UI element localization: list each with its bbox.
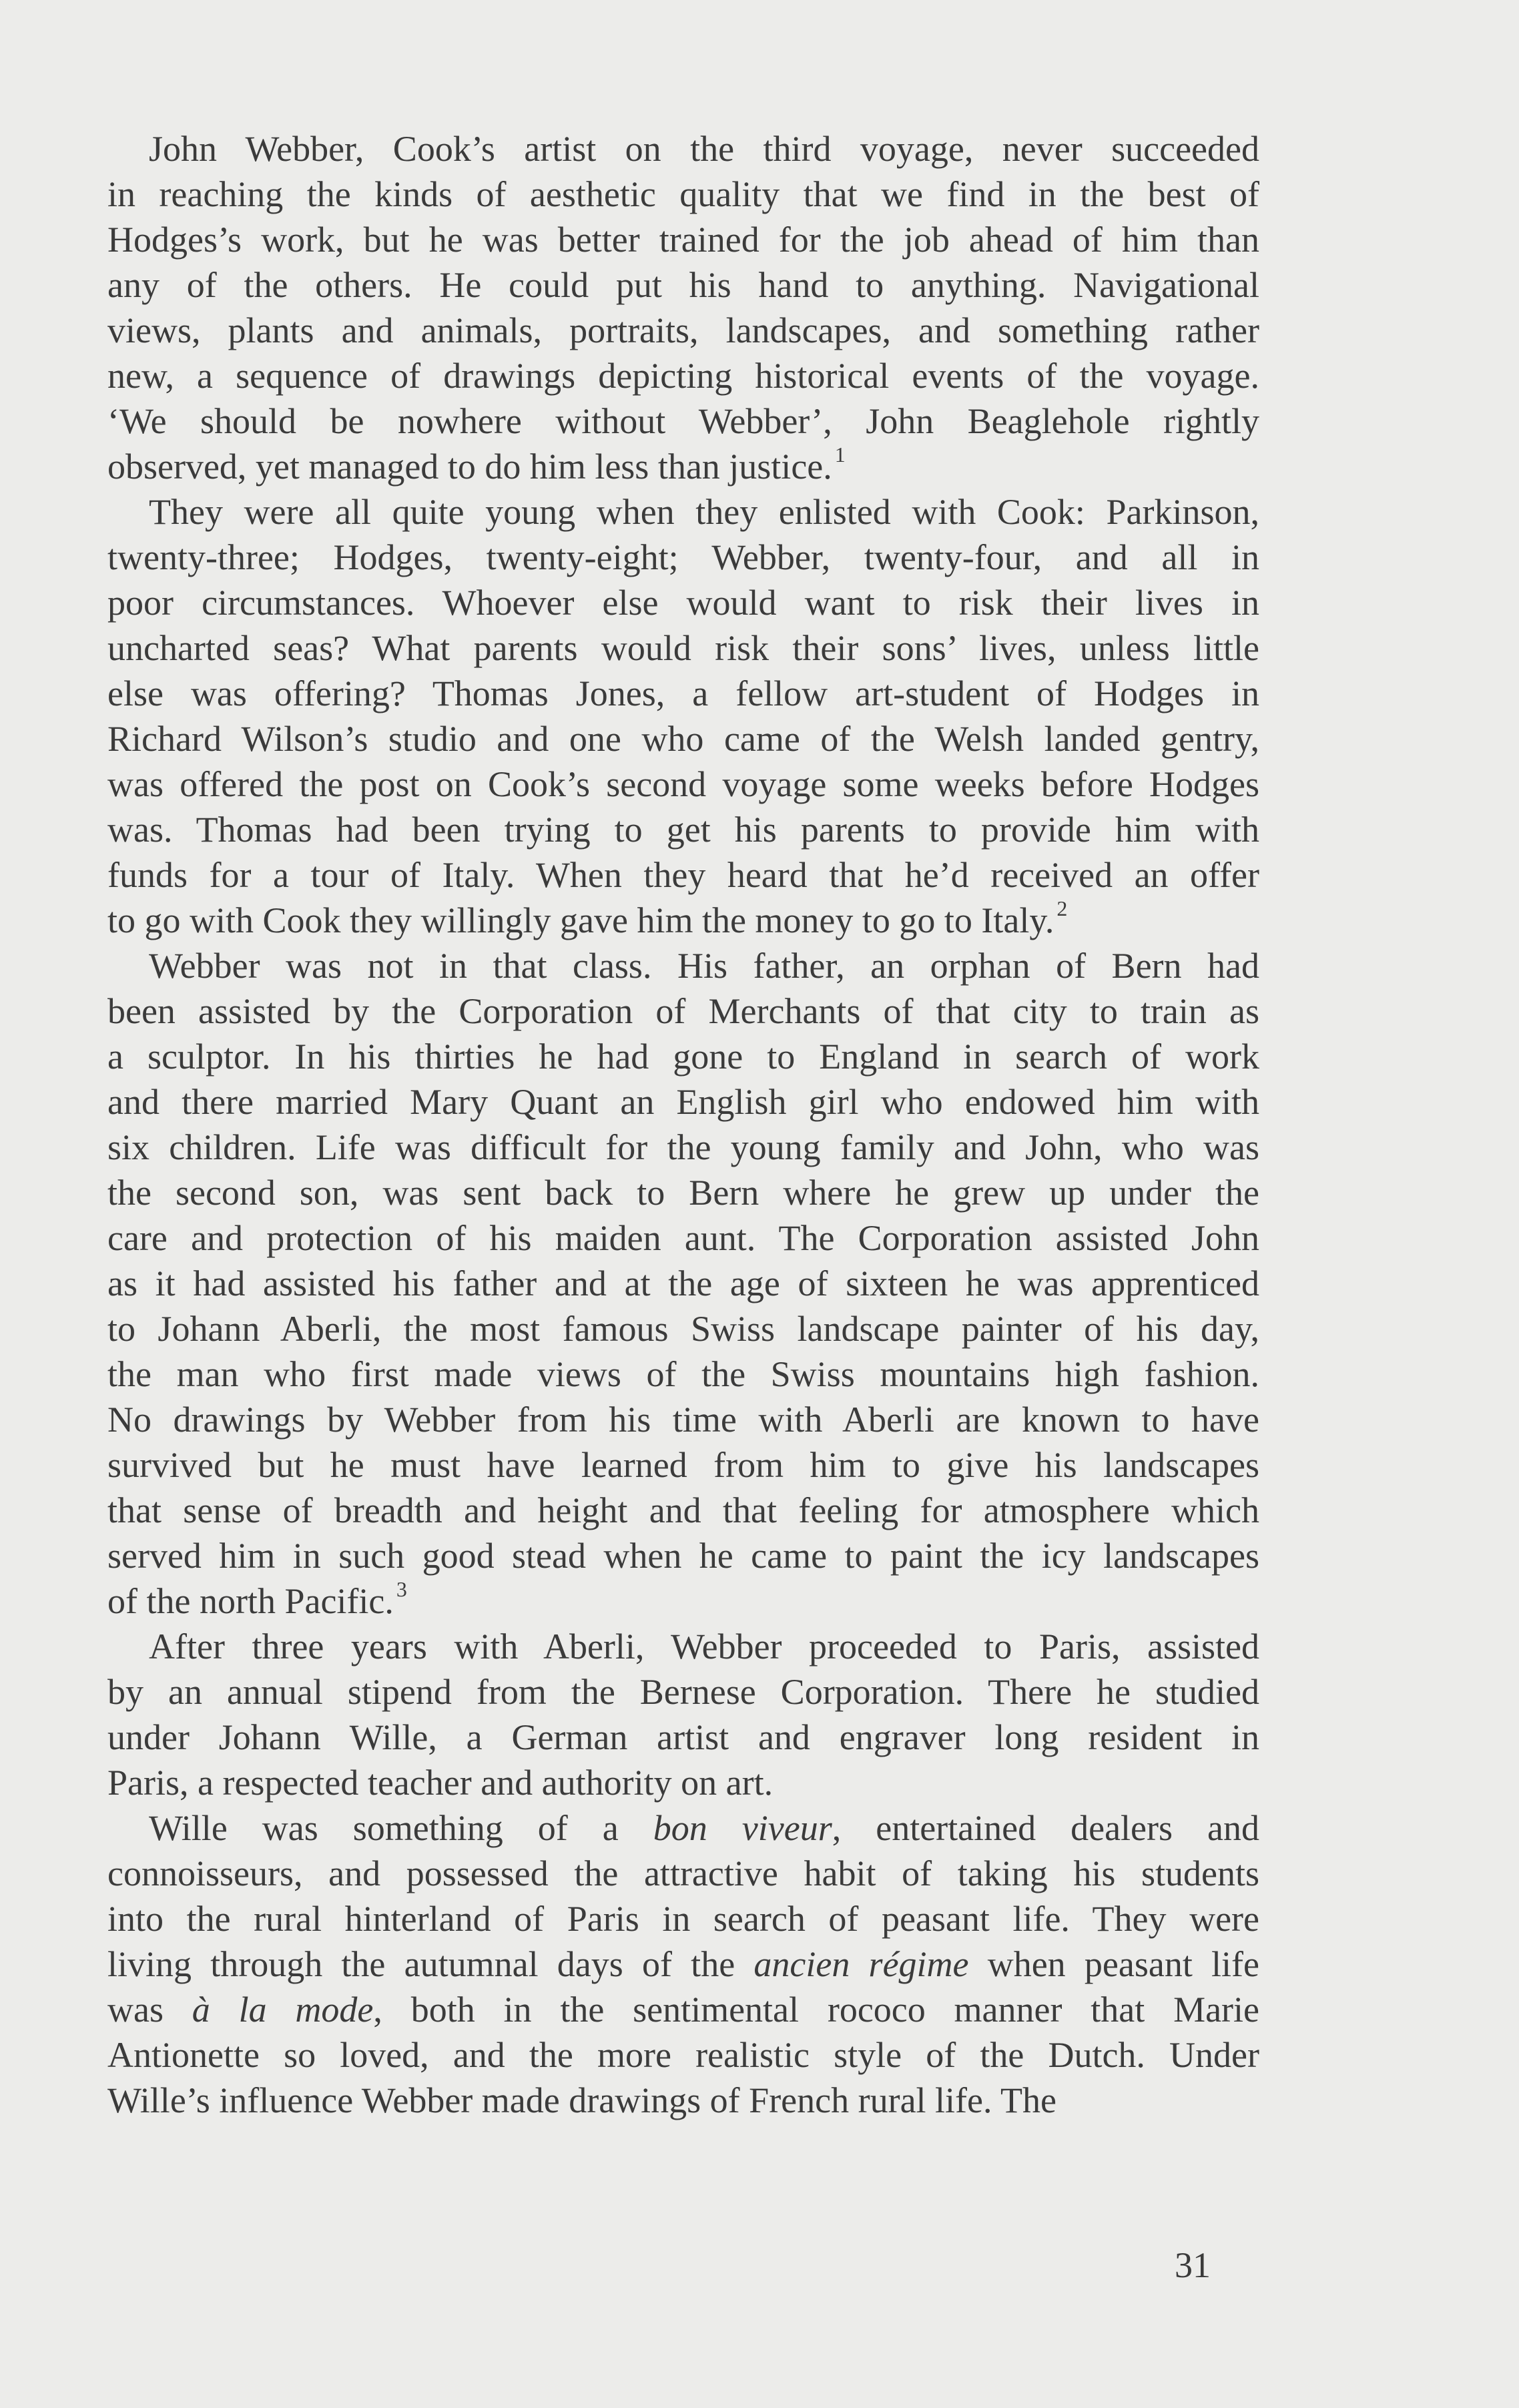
text-run: and there married Mary Quant an English girl who endowed him with <box>107 1082 1259 1122</box>
text-line <box>107 1715 1259 1760</box>
text-run: else was offering? Thomas Jones, a fellow art-student of Hodges in <box>107 673 1259 713</box>
text-line <box>107 1896 1259 1941</box>
text-run: of the north Pacific. <box>107 1581 394 1621</box>
page-number: 31 <box>1175 2245 1211 2285</box>
text-run: a sculptor. In his thirties he had gone to England in search of work <box>107 1036 1259 1077</box>
text-run: They were all quite young when they enlisted with Cook: Parkinson, <box>149 492 1259 532</box>
text-line <box>107 898 1259 943</box>
text-run: was offered the post on Cook’s second voyage some weeks before Hodges <box>107 764 1259 804</box>
text-line <box>107 1351 1259 1397</box>
text-line <box>149 943 1259 988</box>
text-line <box>107 1533 1259 1578</box>
text-run: served him in such good stead when he came to paint the icy landscapes <box>107 1536 1259 1576</box>
italic-phrase: à la mode <box>192 1990 374 2030</box>
text-line <box>107 444 1259 489</box>
text-run: John Webber, Cook’s artist on the third voyage, never succeeded <box>149 129 1259 169</box>
text-run: new, a sequence of drawings depicting historical events of the voyage. <box>107 356 1259 396</box>
footnote-marker: 1 <box>834 442 846 467</box>
text-run: the second son, was sent back to Bern where he grew up under the <box>107 1173 1259 1213</box>
text-run: been assisted by the Corporation of Merchants of that city to train as <box>107 991 1259 1031</box>
text-run: survived but he must have learned from him to give his landscapes <box>107 1445 1259 1485</box>
text-line <box>107 172 1259 217</box>
text-run: by an annual stipend from the Bernese Corporation. There he studied <box>107 1672 1259 1712</box>
text-line <box>149 126 1259 172</box>
text-run: into the rural hinterland of Paris in search of peasant life. They were <box>107 1899 1259 1939</box>
text-line <box>107 1079 1259 1125</box>
text-run: as it had assisted his father and at the age of sixteen he was apprenticed <box>107 1263 1259 1303</box>
text-line <box>107 852 1259 898</box>
text-line <box>107 1306 1259 1351</box>
text-run: Hodges’s work, but he was better trained for the job ahead of him than <box>107 220 1259 260</box>
text-line <box>107 671 1259 716</box>
text-run: to Johann Aberli, the most famous Swiss landscape painter of his day, <box>107 1309 1259 1349</box>
text-line <box>107 1034 1259 1079</box>
text-line <box>107 1125 1259 1170</box>
italic-phrase: ancien régime <box>753 1944 969 1984</box>
text-run: funds for a tour of Italy. When they heard that he’d received an offer <box>107 855 1259 895</box>
text-line <box>107 807 1259 852</box>
text-line <box>107 398 1259 444</box>
text-line <box>107 1261 1259 1306</box>
text-run: Wille was something of a <box>149 1808 653 1848</box>
text-run: No drawings by Webber from his time with Aberli are known to have <box>107 1400 1259 1440</box>
text-line <box>107 353 1259 398</box>
text-line <box>107 1578 1259 1624</box>
text-run: under Johann Wille, a German artist and engraver long resident in <box>107 1717 1259 1757</box>
text-line <box>107 1669 1259 1715</box>
text-line <box>107 1442 1259 1488</box>
text-run: living through the autumnal days of the <box>107 1944 754 1984</box>
text-run: , entertained dealers and <box>832 1808 1259 1848</box>
text-run: observed, yet managed to do him less than justice. <box>107 446 832 487</box>
text-run: uncharted seas? What parents would risk their sons’ lives, unless little <box>107 628 1259 668</box>
text-line <box>107 308 1259 353</box>
text-run: Paris, a respected teacher and authority on art. <box>107 1763 774 1803</box>
text-run: that sense of breadth and height and that feeling for atmosphere which <box>107 1490 1259 1530</box>
text-run: Antionette so loved, and the more realistic style of the Dutch. Under <box>107 2035 1259 2075</box>
text-run: , both in the sentimental rococo manner that Marie <box>373 1990 1260 2030</box>
text-line <box>107 2078 1259 2123</box>
text-line <box>149 489 1259 535</box>
text-line <box>107 580 1259 625</box>
text-line <box>107 1488 1259 1533</box>
text-line <box>107 762 1259 807</box>
footnote-marker: 3 <box>396 1577 407 1601</box>
text-run: in reaching the kinds of aesthetic quality that we find in the best of <box>107 174 1259 214</box>
text-line <box>107 1170 1259 1215</box>
text-line <box>107 1941 1259 1987</box>
text-run: connoisseurs, and possessed the attractive habit of taking his students <box>107 1853 1259 1893</box>
text-line <box>107 1987 1259 2032</box>
text-run: when peasant life <box>968 1944 1259 1984</box>
text-run: poor circumstances. Whoever else would want to risk their lives in <box>107 583 1259 623</box>
text-line <box>107 625 1259 671</box>
text-run: was. Thomas had been trying to get his parents to provide him with <box>107 810 1259 850</box>
text-run: views, plants and animals, portraits, landscapes, and something rather <box>107 310 1259 350</box>
text-line <box>107 535 1259 580</box>
text-line <box>149 1805 1259 1851</box>
text-run: six children. Life was difficult for the young family and John, who was <box>107 1127 1259 1167</box>
text-line <box>107 1397 1259 1442</box>
text-run: to go with Cook they willingly gave him the money to go to Italy. <box>107 900 1054 940</box>
text-line <box>107 262 1259 308</box>
text-line <box>107 1760 1259 1805</box>
italic-phrase: bon viveur <box>653 1808 832 1848</box>
text-run: After three years with Aberli, Webber proceeded to Paris, assisted <box>149 1626 1259 1667</box>
text-line <box>107 716 1259 762</box>
text-run: Wille’s influence Webber made drawings of French rural life. The <box>107 2080 1056 2120</box>
text-run: Richard Wilson’s studio and one who came of the Welsh landed gentry, <box>107 719 1259 759</box>
footnote-marker: 2 <box>1056 896 1068 920</box>
text-run: twenty-three; Hodges, twenty-eight; Webber, twenty-four, and all in <box>107 537 1259 577</box>
text-run: care and protection of his maiden aunt. The Corporation assisted John <box>107 1218 1259 1258</box>
text-line <box>107 988 1259 1034</box>
text-line <box>107 2032 1259 2078</box>
text-run: any of the others. He could put his hand to anything. Navigational <box>107 265 1259 305</box>
text-run: Webber was not in that class. His father, an orphan of Bern had <box>149 946 1259 986</box>
text-line <box>107 1215 1259 1261</box>
text-run: ‘We should be nowhere without Webber’, John Beaglehole rightly <box>107 401 1259 441</box>
text-line <box>107 217 1259 262</box>
text-run: the man who first made views of the Swiss mountains high fashion. <box>107 1354 1259 1394</box>
text-line <box>107 1851 1259 1896</box>
text-run: was <box>107 1990 192 2030</box>
text-line <box>149 1624 1259 1669</box>
